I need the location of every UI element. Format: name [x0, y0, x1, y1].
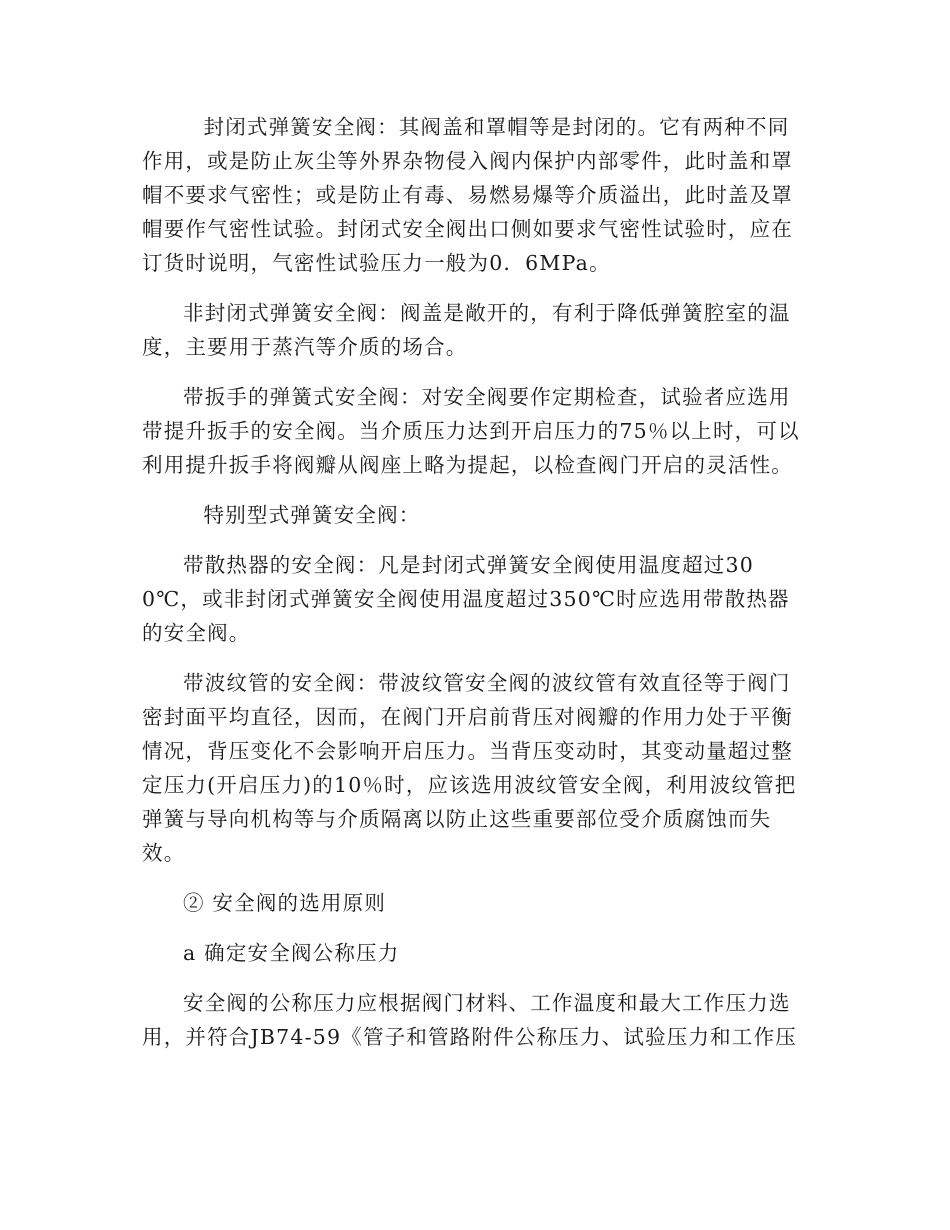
- paragraph-special-type-heading: 特别型式弹簧安全阀：: [203, 503, 421, 527]
- paragraph-unsealed-spring-valve: 非封闭式弹簧安全阀：阀盖是敞开的，有利于降低弹簧腔室的温度，主要用于蒸汽等介质的场合。: [142, 301, 791, 359]
- paragraph-sealed-spring-valve: 封闭式弹簧安全阀：其阀盖和罩帽等是封闭的。它有两种不同作用，或是防止灰尘等外界杂物侵入阀内保护内部零件，此时盖和罩帽不要求气密性；或是防止有毒、易燃易爆等介质溢出，此时盖及罩帽要作气密性试验。封闭式安全阀出口侧如要求气密性试验时，应在订货时说明，气密性试验压力一般为0．6MPa。: [142, 115, 793, 275]
- paragraph-bellows-valve: 带波纹管的安全阀：带波纹管安全阀的波纹管有效直径等于阀门密封面平均直径，因而，在阀门开启前背压对阀瓣的作用力处于平衡情况，背压变化不会影响开启压力。当背压变动时，其变动量超过整定压力(开启压力)的10％时，应该选用波纹管安全阀，利用波纹管把弹簧与导向机构等与介质隔离以防止这些重要部位受介质腐蚀而失效。: [142, 671, 797, 865]
- document-page: [142, 110, 808, 1054]
- paragraph-lever-spring-valve: 带扳手的弹簧式安全阀：对安全阀要作定期检查，试验者应选用带提升扳手的安全阀。当介质压力达到开启压力的75％以上时，可以利用提升扳手将阀瓣从阀座上略为提起，以检查阀门开启的灵活性。: [142, 385, 800, 477]
- paragraph-radiator-valve: 带散热器的安全阀：凡是封闭式弹簧安全阀使用温度超过300℃，或非封闭式弹簧安全阀使用温度超过350℃时应选用带散热器的安全阀。: [142, 553, 790, 645]
- section-heading-selection-principles: ② 安全阀的选用原则: [183, 891, 387, 915]
- subheading-nominal-pressure: a 确定安全阀公称压力: [183, 941, 400, 965]
- paragraph-nominal-pressure: 安全阀的公称压力应根据阀门材料、工作温度和最大工作压力选用，并符合JB74-59《管子和管路附件公称压力、试验压力和工作压: [142, 991, 797, 1049]
